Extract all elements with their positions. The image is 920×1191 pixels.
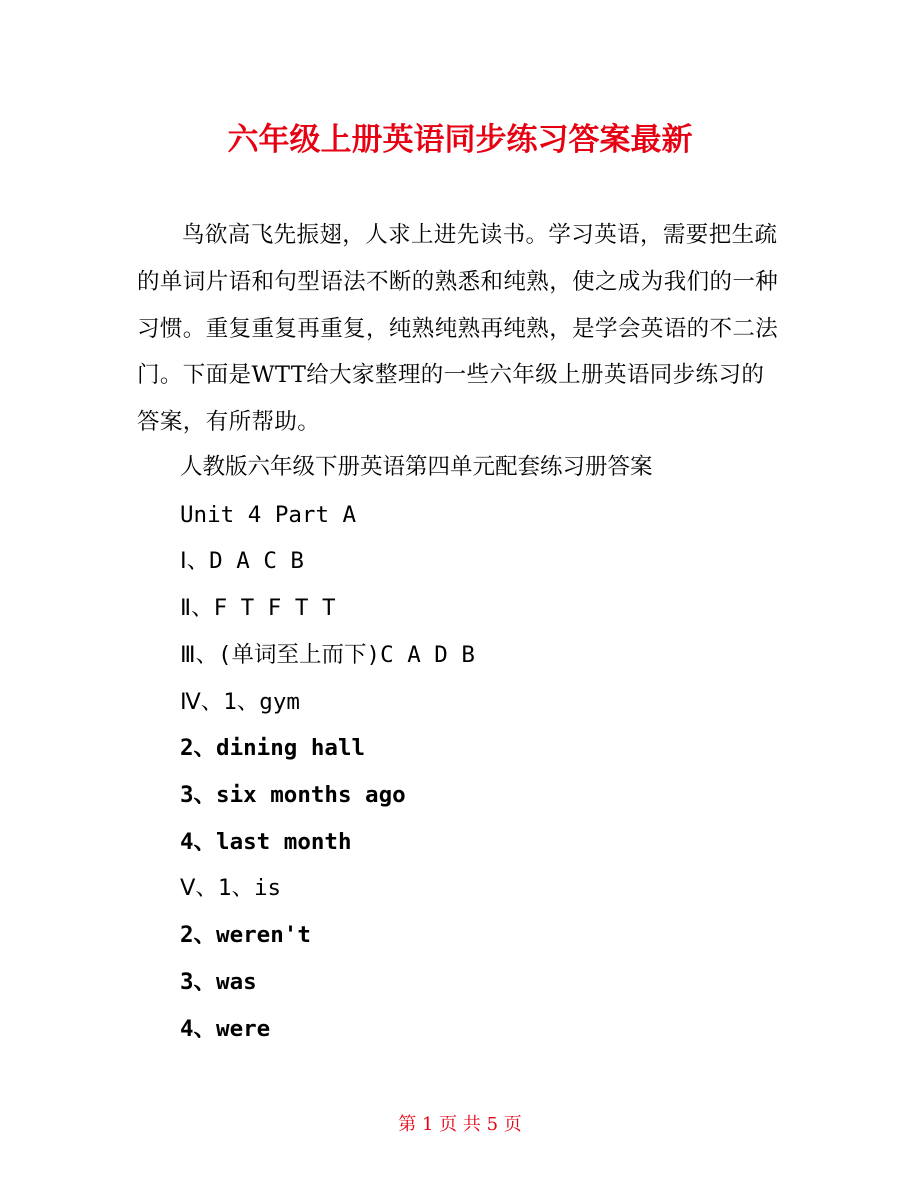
answer-line: 2、dining hall	[180, 735, 366, 761]
answer-line: Ⅱ、F T F T T	[180, 595, 336, 621]
answer-line: Ⅴ、1、is	[180, 875, 282, 901]
document-title: 六年级上册英语同步练习答案最新	[227, 122, 693, 158]
section-heading: 人教版六年级下册英语第四单元配套练习册答案	[180, 454, 653, 480]
answer-line: 4、last month	[180, 829, 352, 855]
page-footer: 第 1 页 共 5 页	[398, 1114, 522, 1135]
answer-line: 4、were	[180, 1016, 271, 1042]
intro-paragraph: 鸟欲高飞先振翅，人求上进先读书。学习英语，需要把生疏的单词片语和句型语法不断的熟悉和纯熟，使之成为我们的一种习惯。重复重复再重复，纯熟纯熟再纯熟，是学会英语的不二法门。下面是WTT给大家整理的一些六年级上册英语同步练习的答案，有所帮助。	[137, 222, 779, 436]
answer-line: 2、weren't	[180, 922, 311, 948]
answer-line: 3、six months ago	[180, 782, 406, 808]
answer-line: Ⅲ、(单词至上而下)C A D B	[180, 642, 475, 668]
answer-line: Ⅳ、1、gym	[180, 689, 300, 715]
answer-line: 3、was	[180, 969, 257, 995]
unit-heading: Unit 4 Part A	[180, 502, 357, 528]
answer-line: Ⅰ、D A C B	[180, 548, 304, 574]
